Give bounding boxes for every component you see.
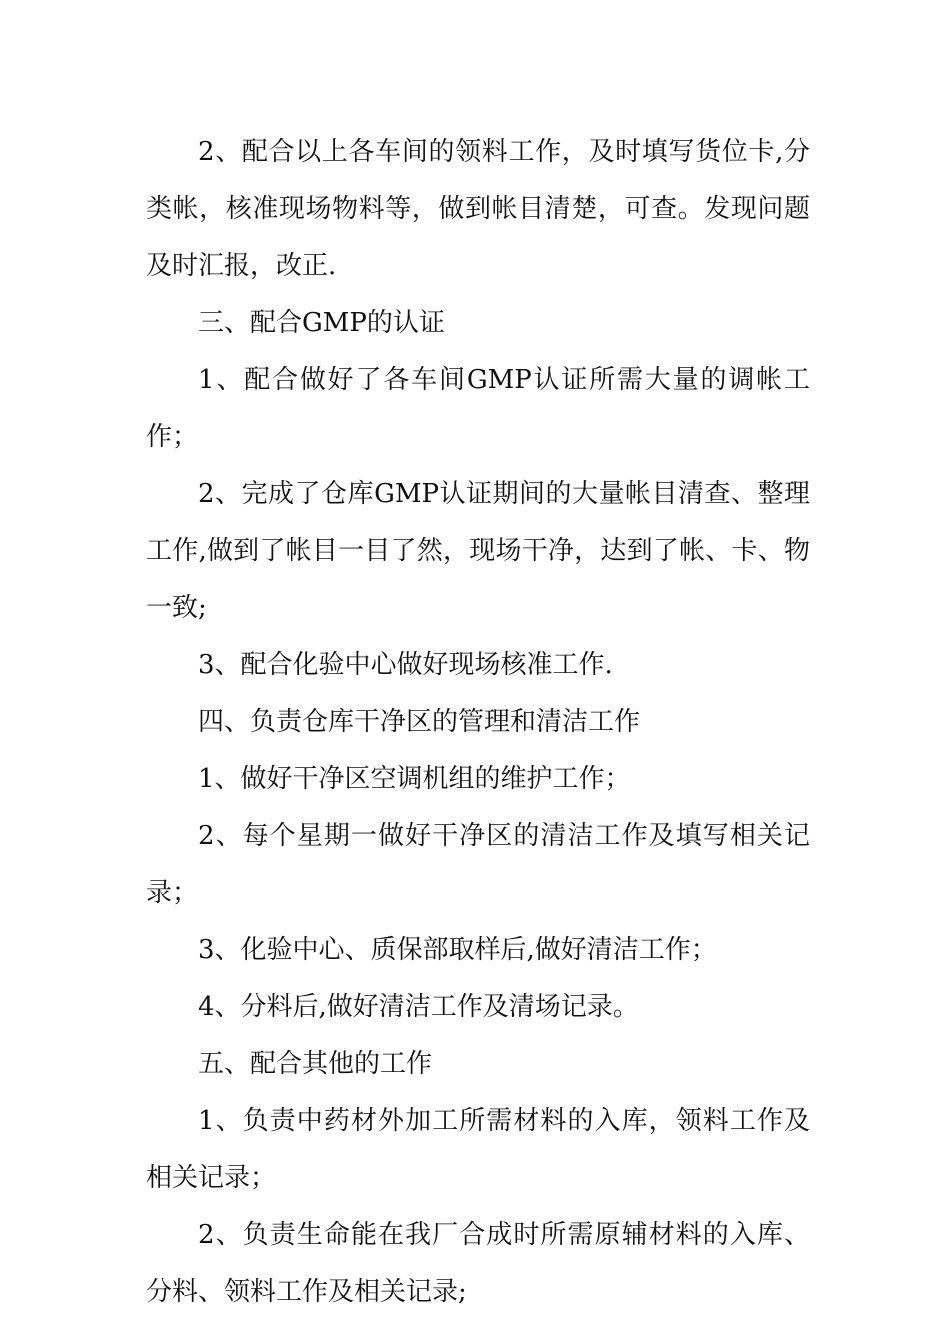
- paragraph-raw-material-dispensing: 2、负责生命能在我厂合成时所需原辅材料的入库、分料、领料工作及相关记录;: [146, 1220, 810, 1307]
- paragraph-gmp-account-adjustment: 1、配合做好了各车间GMP认证所需大量的调帐工作；: [146, 365, 810, 452]
- paragraph-monday-cleaning: 2、每个星期一做好干净区的清洁工作及填写相关记录；: [146, 821, 810, 908]
- paragraph-post-dispensing-cleaning: 4、分料后,做好清洁工作及清场记录。: [198, 992, 639, 1022]
- document-body: [146, 124, 810, 1321]
- paragraph-post-sampling-cleaning: 3、化验中心、质保部取样后,做好清洁工作；: [198, 935, 717, 965]
- paragraph-item-2-issue-reconciliation: 2、配合以上各车间的领料工作，及时填写货位卡,分类帐，核准现场物料等，做到帐目清楚，可查。发现问题及时汇报，改正.: [146, 137, 810, 281]
- paragraph-hvac-maintenance: 1、做好干净区空调机组的维护工作；: [198, 764, 631, 794]
- paragraph-herbal-materials: 1、负责中药材外加工所需材料的入库，领料工作及相关记录；: [146, 1106, 810, 1193]
- paragraph-gmp-warehouse-audit: 2、完成了仓库GMP认证期间的大量帐目清查、整理工作,做到了帐目一目了然，现场干净，达到了帐、卡、物一致;: [146, 479, 810, 623]
- paragraph-lab-verification: 3、配合化验中心做好现场核准工作.: [198, 650, 613, 680]
- section-heading-other-work: 五、配合其他的工作: [198, 1049, 433, 1079]
- section-heading-clean-area-management: 四、负责仓库干净区的管理和清洁工作: [198, 707, 641, 737]
- section-heading-gmp-certification: 三、配合GMP的认证: [198, 308, 445, 338]
